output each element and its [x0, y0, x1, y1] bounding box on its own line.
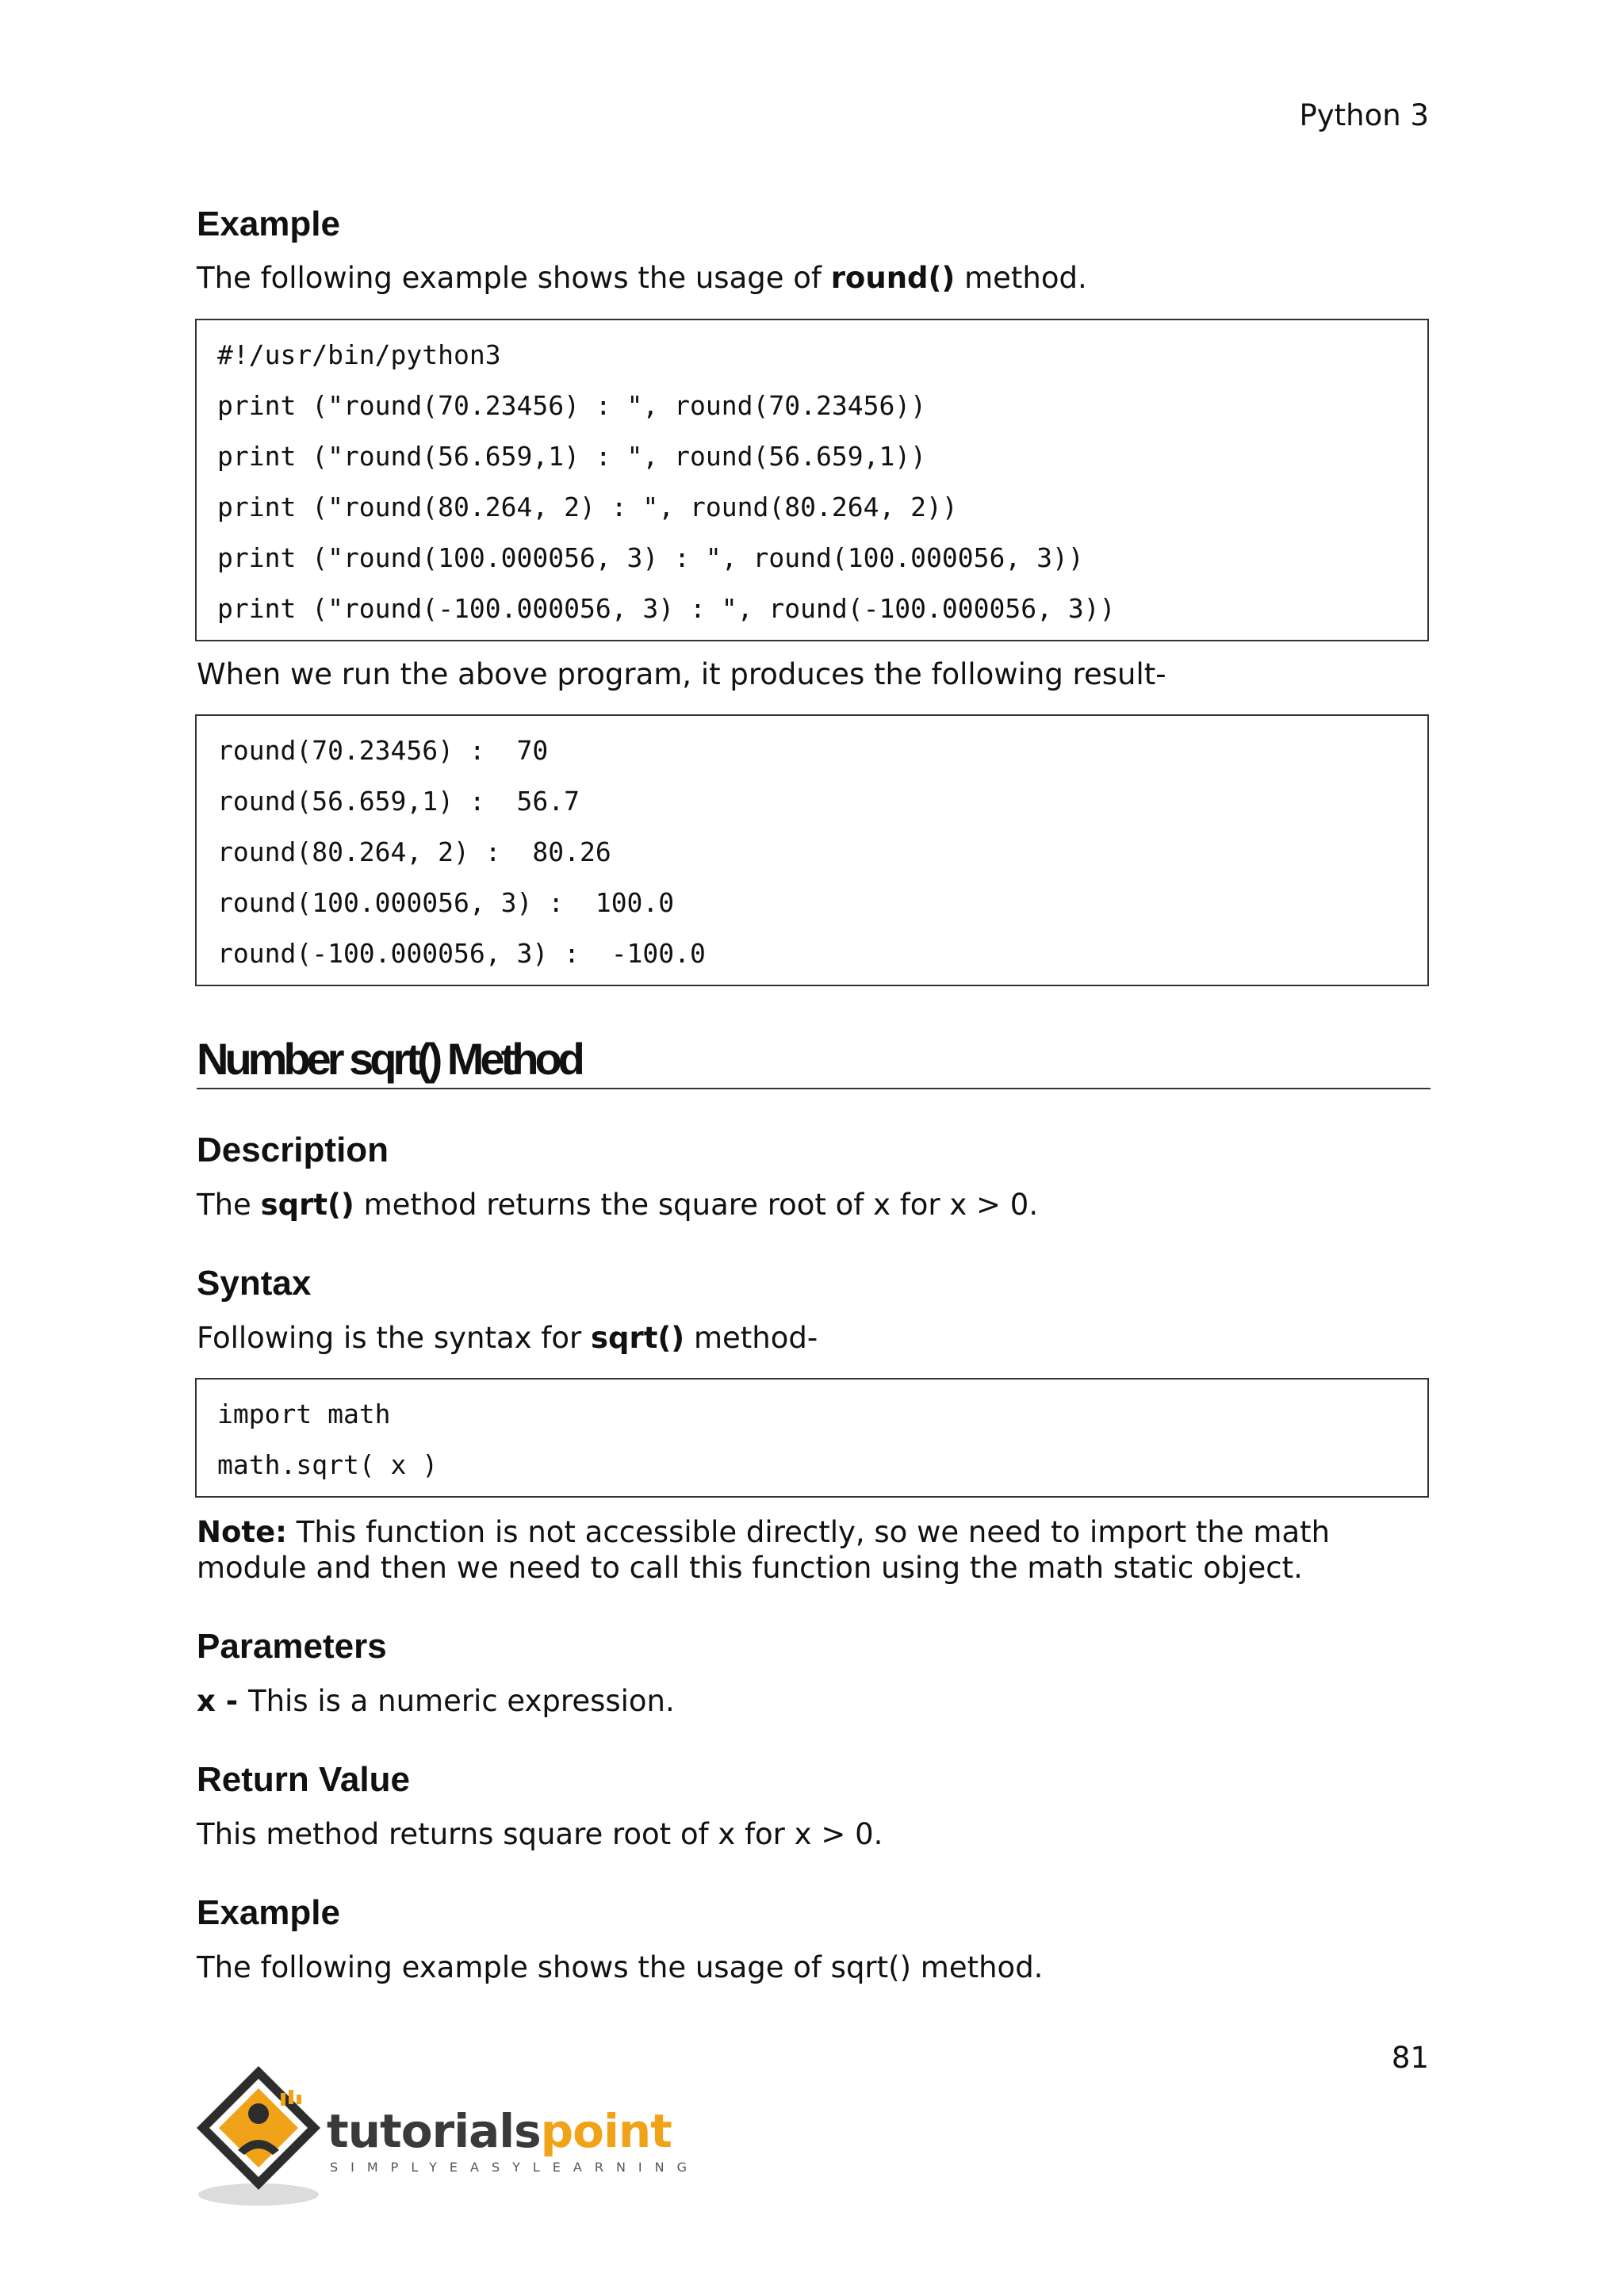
section-title: Number sqrt() Method	[197, 1031, 1431, 1089]
note-label: Note:	[197, 1515, 287, 1549]
code-line: print ("round(100.000056, 3) : ", round(100.000056, 3))	[217, 542, 1084, 573]
example-intro-tail: method.	[955, 261, 1087, 295]
code-line: print ("round(56.659,1) : ", round(56.659,1))	[217, 441, 927, 472]
description-text-post: method returns the square root of x for x > 0.	[354, 1188, 1039, 1222]
example-intro	[197, 260, 1431, 296]
page-number: 81	[1391, 2041, 1429, 2075]
output-line: round(56.659,1) : 56.7	[217, 786, 580, 817]
syntax-intro-pre: Following is the syntax for	[197, 1321, 591, 1355]
code-line: print ("round(70.23456) : ", round(70.23456))	[217, 390, 927, 421]
output-line: round(80.264, 2) : 80.26	[217, 836, 611, 867]
description-text-bold: sqrt()	[260, 1188, 354, 1222]
logo-wordmark	[327, 2106, 672, 2156]
description-text-pre: The	[197, 1188, 261, 1222]
parameters-text	[197, 1683, 1431, 1719]
running-header: Python 3	[1299, 98, 1429, 132]
return-value-text: This method returns square root of x for x > 0.	[197, 1817, 883, 1851]
code-line: print ("round(-100.000056, 3) : ", round(-100.000056, 3))	[217, 593, 1116, 624]
parameters-heading: Parameters	[197, 1627, 387, 1666]
parameter-description: This is a numeric expression.	[248, 1684, 675, 1718]
example-heading: Example	[197, 205, 340, 243]
syntax-intro-post: method-	[684, 1321, 818, 1355]
example2-heading: Example	[197, 1893, 340, 1932]
output-line: round(100.000056, 3) : 100.0	[217, 887, 675, 918]
logo-word-tutorials: tutorials	[327, 2104, 541, 2158]
code-line: print ("round(80.264, 2) : ", round(80.264, 2))	[217, 492, 958, 522]
description-text	[197, 1187, 1431, 1223]
output-line: round(70.23456) : 70	[217, 735, 549, 766]
example-intro-text: The following example shows the usage of	[197, 261, 831, 295]
parameter-name: x -	[197, 1684, 248, 1718]
output-block-round	[195, 714, 1429, 986]
description-heading: Description	[197, 1131, 389, 1169]
result-intro: When we run the above program, it produces the following result-	[197, 657, 1166, 691]
syntax-intro-bold: sqrt()	[590, 1321, 685, 1355]
code-block-round	[195, 319, 1429, 641]
example2-text: The following example shows the usage of sqrt() method.	[197, 1950, 1044, 1984]
tutorialspoint-logo	[193, 2061, 700, 2212]
syntax-heading: Syntax	[197, 1264, 312, 1303]
code-line: #!/usr/bin/python3	[217, 339, 501, 370]
syntax-code-block	[195, 1378, 1429, 1498]
code-line: math.sqrt( x )	[217, 1449, 439, 1480]
return-value-heading: Return Value	[197, 1760, 410, 1799]
logo-word-point: point	[540, 2104, 672, 2158]
logo-tagline: SIMPLYEASYLEARNING	[330, 2160, 700, 2175]
note-text: This function is not accessible directly, so we need to import the math module and then we need to call this function using the math static object.	[197, 1515, 1331, 1585]
example-intro-bold: round()	[830, 261, 956, 295]
note-paragraph	[197, 1514, 1431, 1586]
syntax-intro	[197, 1320, 1431, 1356]
output-line: round(-100.000056, 3) : -100.0	[217, 938, 706, 969]
logo-emblem-icon	[193, 2061, 328, 2212]
code-line: import math	[217, 1399, 391, 1429]
